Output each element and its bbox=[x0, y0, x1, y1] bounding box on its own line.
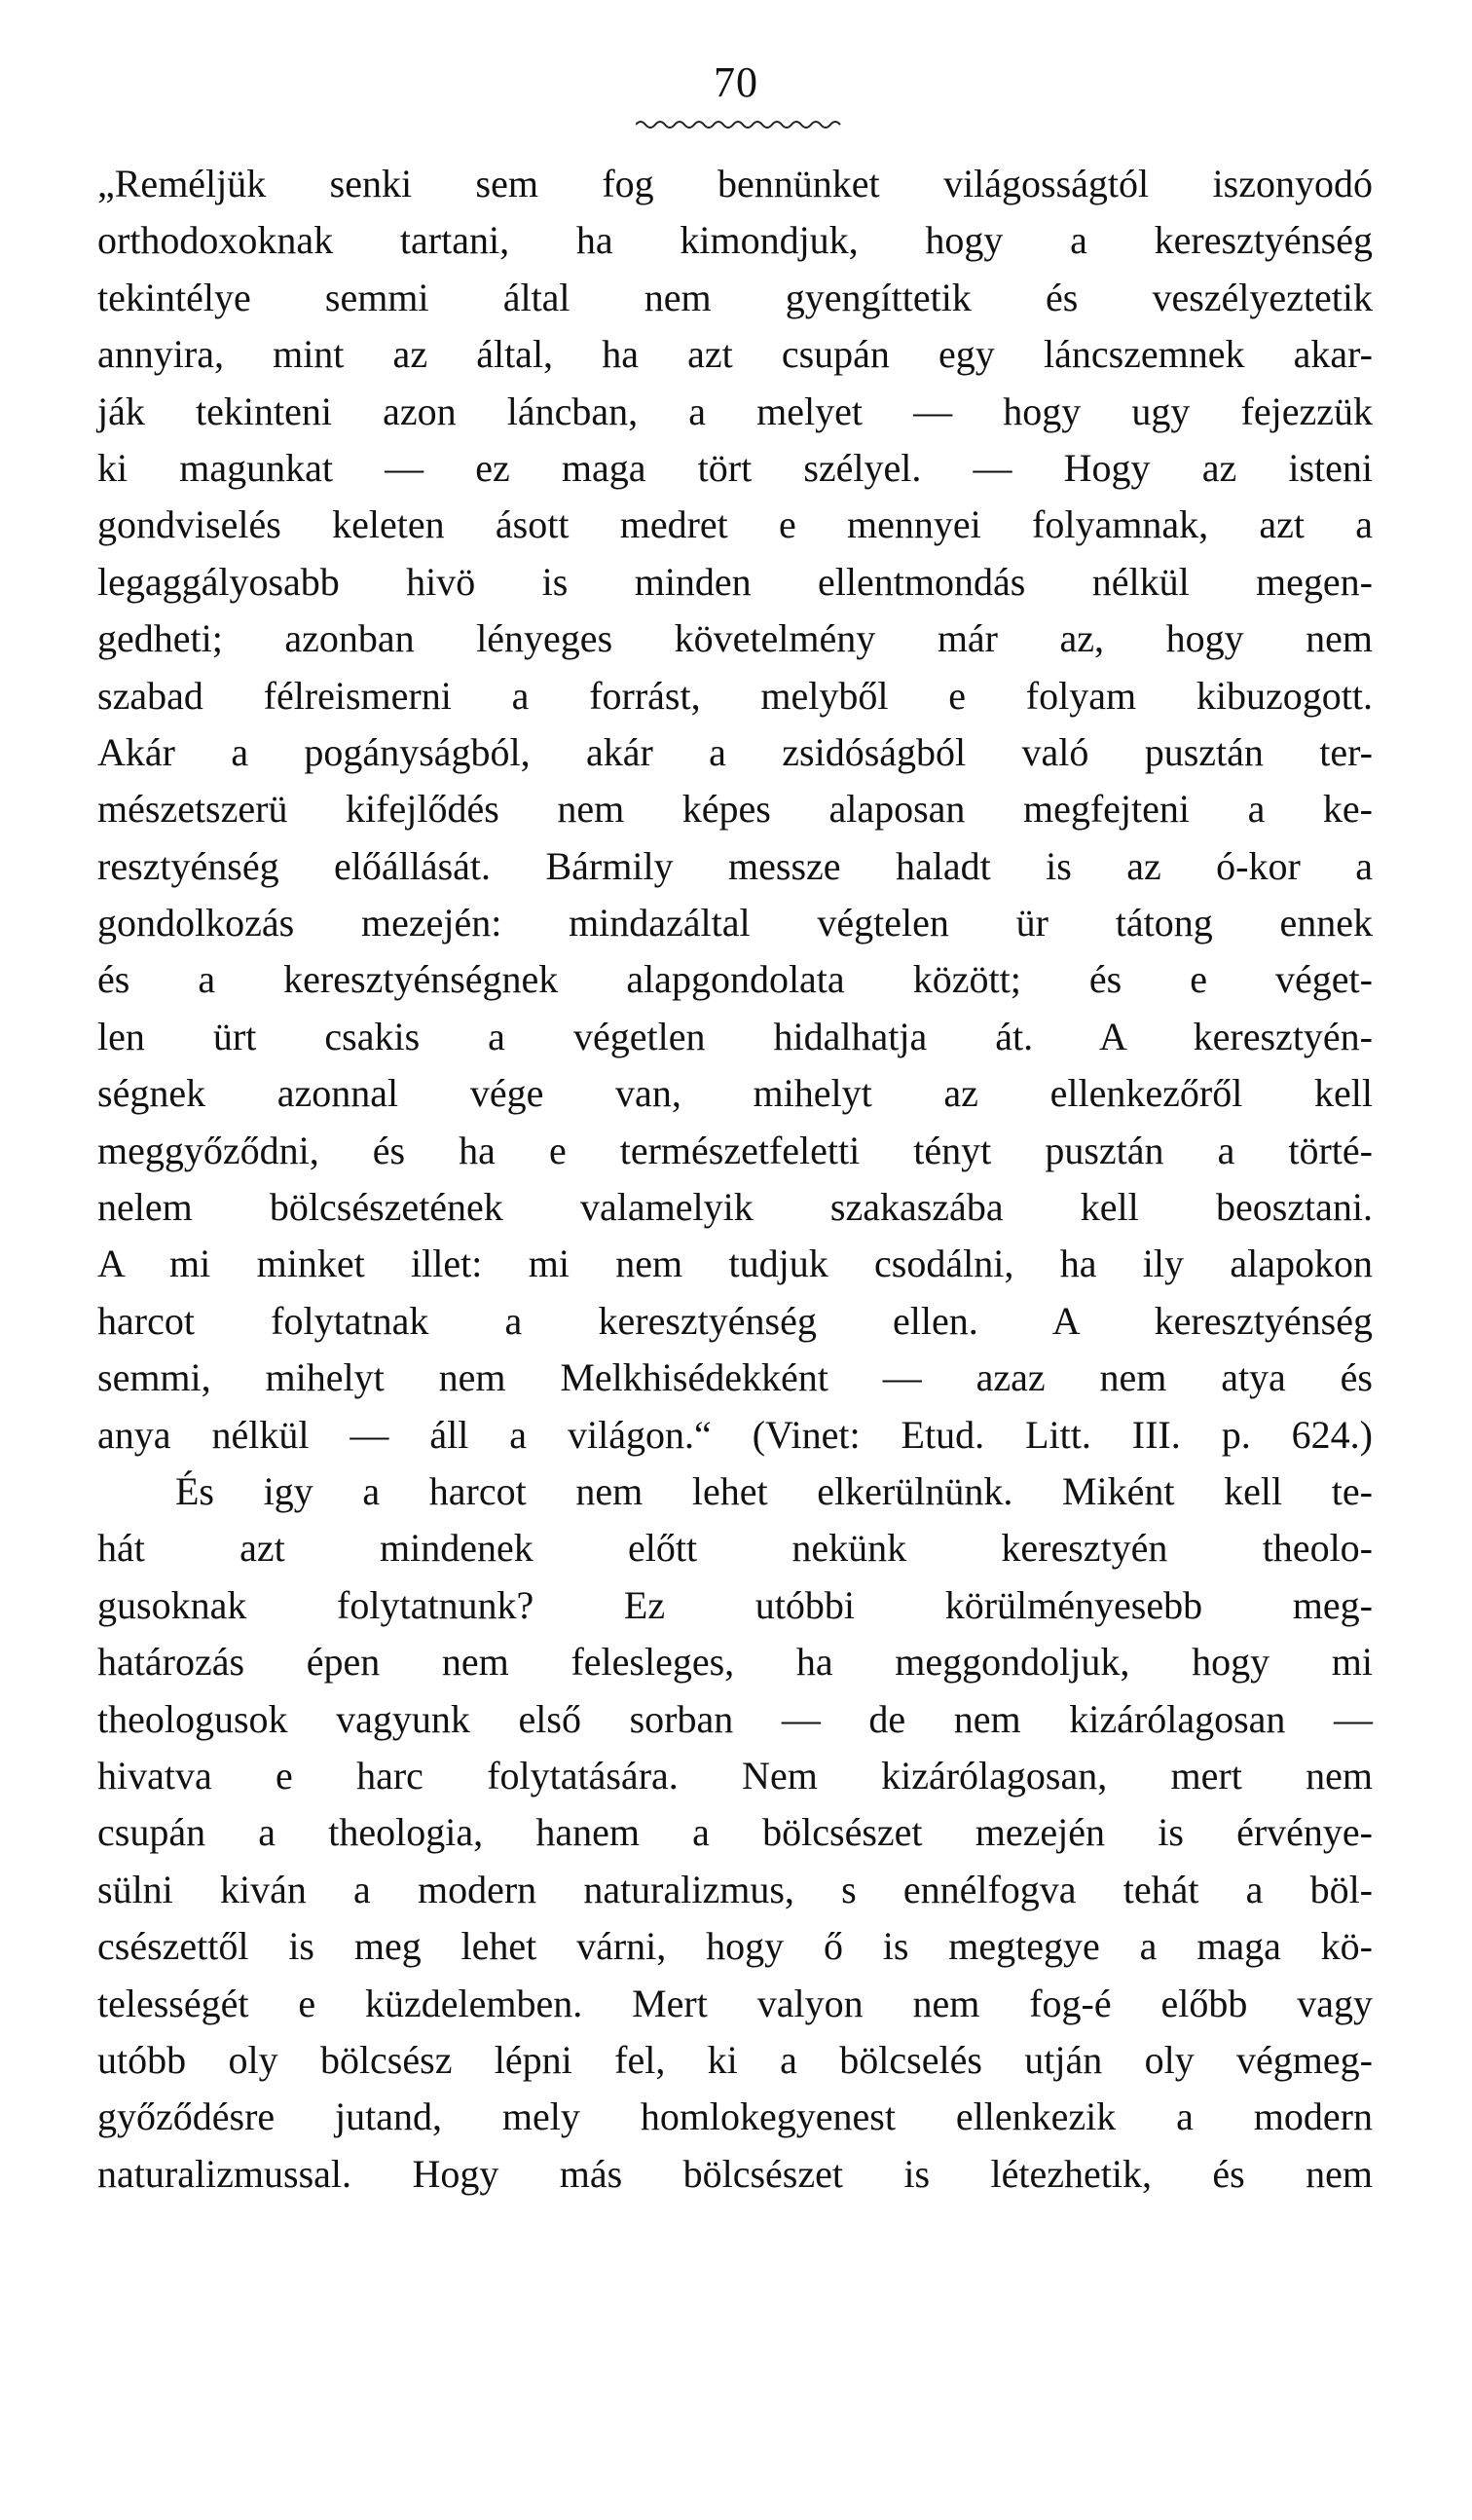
text-line: hivatva e harc folytatására. Nem kizárólagosan, mert nem bbox=[97, 1753, 1373, 1797]
text-line: ségnek azonnal vége van, mihelyt az ellenkezőről kell bbox=[97, 1071, 1373, 1116]
text-line: naturalizmussal. Hogy más bölcsészet is létezhetik, és nem bbox=[97, 2151, 1373, 2196]
text-line: tekintélye semmi által nem gyengíttetik és veszélyeztetik bbox=[97, 275, 1373, 319]
text-line: gondviselés keleten ásott medret e mennyei folyamnak, azt a bbox=[97, 502, 1373, 547]
text-line: annyira, mint az által, ha azt csupán egy láncszemnek akar- bbox=[97, 332, 1373, 377]
text-line: és a keresztyénségnek alapgondolata között; és e véget- bbox=[97, 957, 1373, 1002]
text-line: gusoknak folytatnunk? Ez utóbbi körülményesebb meg- bbox=[97, 1582, 1373, 1627]
body-text bbox=[97, 156, 1373, 2203]
text-line: határozás épen nem felesleges, ha meggondoljuk, hogy mi bbox=[97, 1640, 1373, 1685]
text-line: resztyénség előállását. Bármily messze haladt is az ó-kor a bbox=[97, 843, 1373, 888]
text-line: legaggályosabb hivö is minden ellentmondás nélkül megen- bbox=[97, 559, 1373, 604]
text-line: „Reméljük senki sem fog bennünket világosságtól iszonyodó bbox=[97, 162, 1373, 205]
wavy-rule-ornament-icon bbox=[636, 117, 842, 132]
text-line: A mi minket illet: mi nem tudjuk csodálni, ha ily alapokon bbox=[97, 1241, 1373, 1286]
text-line: gondolkozás mezején: mindazáltal végtelen ür tátong ennek bbox=[97, 901, 1373, 945]
text-line: theologusok vagyunk első sorban — de nem kizárólagosan — bbox=[97, 1696, 1373, 1741]
text-line: sülni kiván a modern naturalizmus, s ennélfogva tehát a böl- bbox=[97, 1867, 1373, 1911]
text-line: csupán a theologia, hanem a bölcsészet mezején is érvénye- bbox=[97, 1810, 1373, 1855]
text-line: anya nélkül — áll a világon.“ (Vinet: Etud. Litt. III. p. 624.) bbox=[97, 1412, 1373, 1457]
text-line: orthodoxoknak tartani, ha kimondjuk, hogy a keresztyénség bbox=[97, 218, 1373, 263]
text-line: ki magunkat — ez maga tört szélyel. — Hogy az isteni bbox=[97, 445, 1373, 490]
text-line: ják tekinteni azon láncban, a melyet — hogy ugy fejezzük bbox=[97, 389, 1373, 433]
text-line: Akár a pogányságból, akár a zsidóságból való pusztán ter- bbox=[97, 729, 1373, 774]
text-line: telességét e küzdelemben. Mert valyon nem fog-é előbb vagy bbox=[97, 1981, 1373, 2025]
text-line: mészetszerü kifejlődés nem képes alaposan megfejteni a ke- bbox=[97, 787, 1373, 832]
text-line: meggyőződni, és ha e természetfeletti tényt pusztán a törté- bbox=[97, 1128, 1373, 1172]
text-line: csészettől is meg lehet várni, hogy ő is megtegye a maga kö- bbox=[97, 1924, 1373, 1969]
text-line: len ürt csakis a végetlen hidalhatja át. A keresztyén- bbox=[97, 1014, 1373, 1058]
page-number: 70 bbox=[714, 58, 758, 106]
page-header bbox=[0, 49, 1472, 136]
text-line: harcot folytatnak a keresztyénség ellen. A keresztyénség bbox=[97, 1298, 1373, 1343]
text-line: győződésre jutand, mely homlokegyenest ellenkezik a modern bbox=[97, 2094, 1373, 2139]
text-line: hát azt mindenek előtt nekünk keresztyén theolo- bbox=[97, 1526, 1373, 1571]
text-line: gedheti; azonban lényeges követelmény már az, hogy nem bbox=[97, 616, 1373, 661]
text-line: nelem bölcsészetének valamelyik szakaszába kell beosztani. bbox=[97, 1185, 1373, 1230]
text-line: semmi, mihelyt nem Melkhisédekként — azaz nem atya és bbox=[97, 1355, 1373, 1400]
paragraph-start-line: És igy a harcot nem lehet elkerülnünk. Miként kell te- bbox=[175, 1468, 1373, 1513]
text-line: utóbb oly bölcsész lépni fel, ki a bölcselés utján oly végmeg- bbox=[97, 2037, 1373, 2082]
text-line: szabad félreismerni a forrást, melyből e folyam kibuzogott. bbox=[97, 673, 1373, 718]
